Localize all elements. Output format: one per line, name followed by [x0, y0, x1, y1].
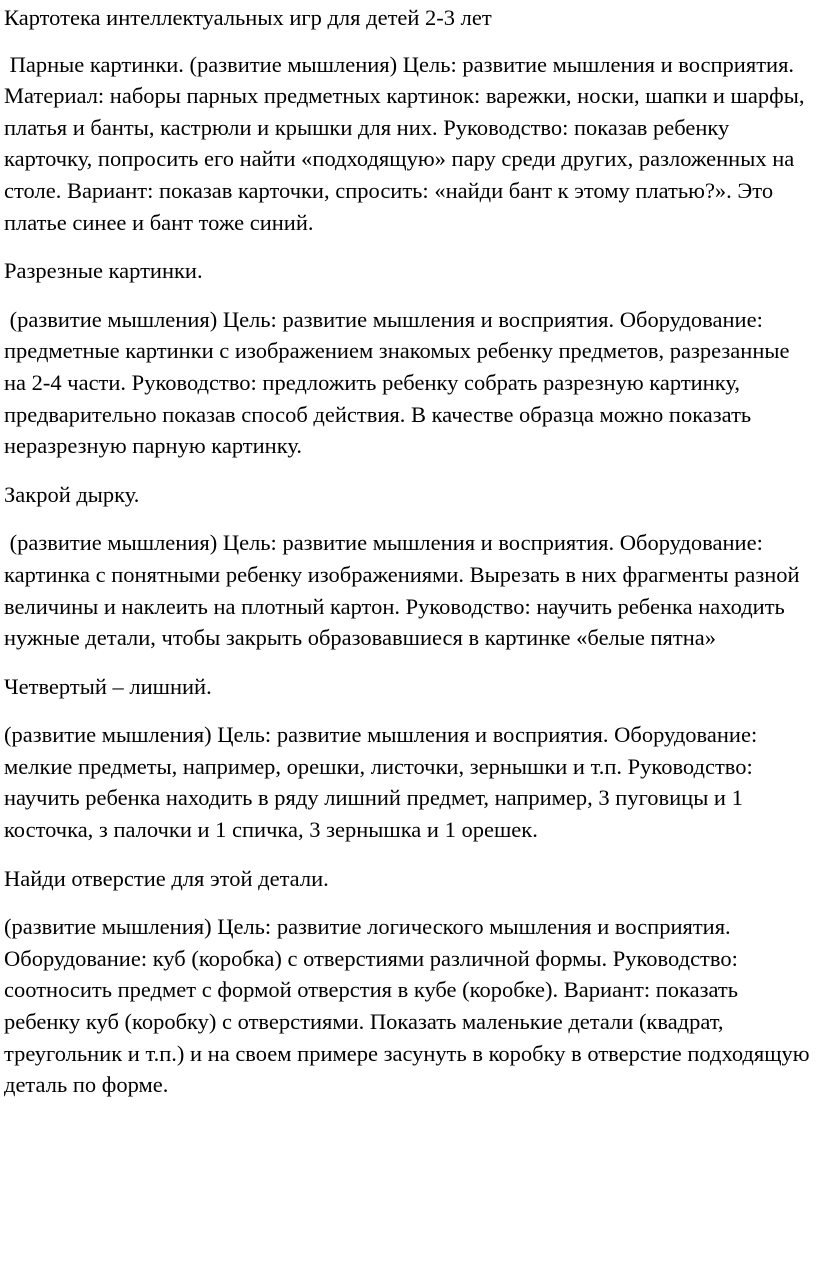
heading-close-the-hole: Закрой дырку.: [4, 481, 140, 507]
paragraph-close-the-hole: (развитие мышления) Цель: развитие мышления и восприятия. Оборудование: картинка с понятными ребенку изображениями. Вырезать в них фрагменты разной величины и наклеить на плотный картон. Руководство: научить ребенка находить нужные детали, чтобы закрыть образовавшиеся в картинке «белые пятна»: [4, 530, 806, 651]
paragraph-find-the-hole: (развитие мышления) Цель: развитие логического мышления и восприятия. Оборудование: куб (коробка) с отверстиями различной формы. Руководство: соотносить предмет с формой отверстия в кубе (коробке). Вариант: показать ребенку куб (коробку) с отверстиями. Показать маленькие детали (квадрат, треугольник и т.п.) и на своем примере засунуть в коробку в отверстие подходящую деталь по форме.: [4, 914, 816, 1098]
document-title: Картотека интеллектуальных игр для детей 2-3 лет: [4, 5, 492, 30]
heading-find-the-hole: Найди отверстие для этой детали.: [4, 865, 329, 891]
paragraph-cut-pictures: (развитие мышления) Цель: развитие мышления и восприятия. Оборудование: предметные картинки с изображением знакомых ребенку предметов, разрезанные на 2-4 части. Руководство: предложить ребенку собрать разрезную картинку, предварительно показав способ действия. В качестве образца можно показать неразрезную парную картинку.: [4, 306, 796, 459]
heading-odd-one-out: Четвертый – лишний.: [4, 673, 212, 699]
paragraph-paired-pictures: Парные картинки. (развитие мышления) Цель: развитие мышления и восприятия. Материал: наборы парных предметных картинок: варежки, носки, шапки и шарфы, платья и банты, кастрюли и крышки для них. Руководство: показав ребенку карточку, попросить его найти «подходящую» пару среди других, разложенных на столе. Вариант: показав карточки, спросить: «найди бант к этому платью?». Это платье синее и бант тоже синий.: [4, 51, 811, 235]
paragraph-odd-one-out: (развитие мышления) Цель: развитие мышления и восприятия. Оборудование: мелкие предметы, например, орешки, листочки, зернышки и т.п. Руководство: научить ребенка находить в ряду лишний предмет, например, 3 пуговицы и 1 косточка, з палочки и 1 спичка, 3 зернышка и 1 орешек.: [4, 722, 763, 843]
heading-cut-pictures: Разрезные картинки.: [4, 258, 203, 284]
